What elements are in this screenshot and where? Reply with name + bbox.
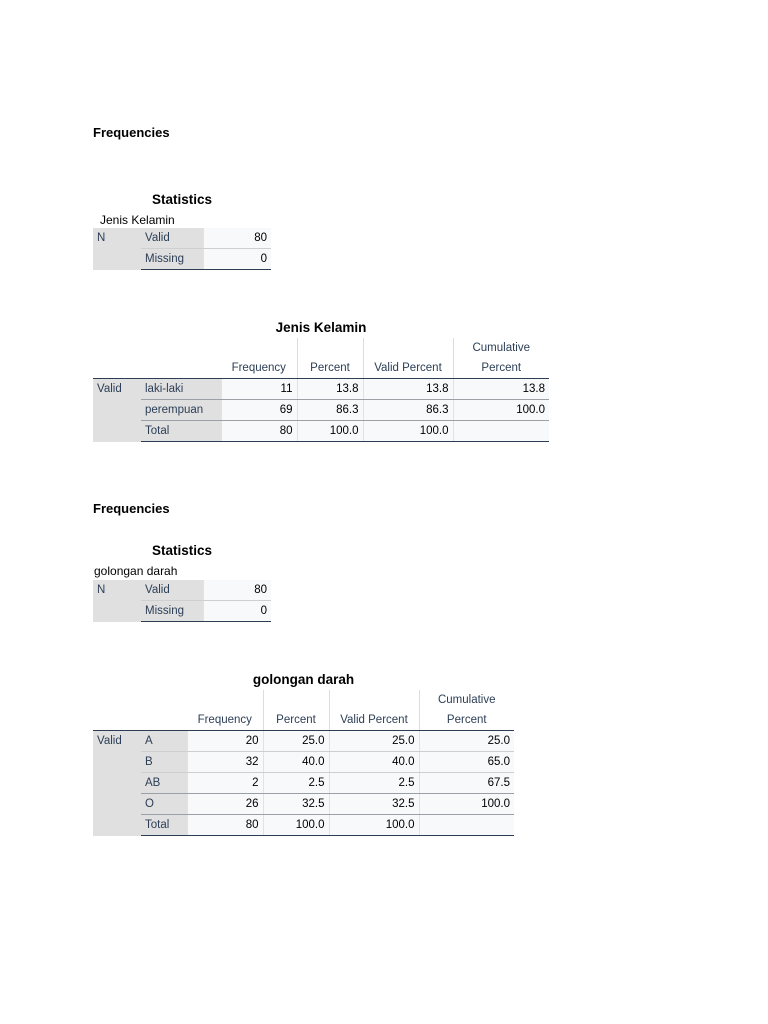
row-label: B (141, 752, 187, 773)
cell-valid-percent: 13.8 (363, 379, 453, 400)
row-group-label: Valid (93, 731, 141, 836)
cell-valid-percent: 40.0 (329, 752, 419, 773)
row-group-label: Valid (93, 379, 141, 442)
row-label: A (141, 731, 187, 752)
statistics-subtitle-1: Jenis Kelamin (100, 213, 175, 227)
cell-percent: 100.0 (297, 421, 363, 442)
frequency-table-2 (93, 690, 514, 836)
cell-valid-percent: 100.0 (363, 421, 453, 442)
row-label: Total (141, 421, 221, 442)
section-heading-frequencies-2: Frequencies (93, 501, 170, 516)
cell-frequency: 80 (187, 815, 263, 836)
cell-valid-percent: 2.5 (329, 773, 419, 794)
cell-frequency: 26 (187, 794, 263, 815)
cell-percent: 25.0 (263, 731, 329, 752)
stat-row-label: Valid (141, 580, 203, 601)
cell-cumulative-percent: 67.5 (419, 773, 514, 794)
cell-cumulative-percent: 100.0 (419, 794, 514, 815)
cell-cumulative-percent (453, 421, 549, 442)
stat-row-label: Missing (141, 601, 203, 622)
cell-frequency: 69 (221, 400, 297, 421)
cell-cumulative-percent: 25.0 (419, 731, 514, 752)
cell-cumulative-percent: 65.0 (419, 752, 514, 773)
cell-cumulative-percent: 100.0 (453, 400, 549, 421)
col-header-frequency: Frequency (187, 690, 263, 731)
col-header-frequency: Frequency (221, 338, 297, 379)
statistics-table-2 (93, 580, 271, 622)
stat-row-value: 80 (203, 228, 271, 249)
cell-percent: 2.5 (263, 773, 329, 794)
row-label: AB (141, 773, 187, 794)
row-label: laki-laki (141, 379, 221, 400)
statistics-table-1 (93, 228, 271, 270)
cell-frequency: 20 (187, 731, 263, 752)
col-header-cumulative: Cumulative (419, 690, 514, 710)
col-header-valid-percent: Valid Percent (329, 690, 419, 731)
stat-group-label: N (93, 580, 141, 622)
col-header-cumulative-percent: Percent (419, 710, 514, 731)
col-header-cumulative-percent: Percent (453, 358, 549, 379)
cell-valid-percent: 32.5 (329, 794, 419, 815)
statistics-title-1: Statistics (151, 192, 213, 207)
frequency-table-title-2: golongan darah (252, 672, 355, 687)
col-header-percent: Percent (263, 690, 329, 731)
cell-cumulative-percent: 13.8 (453, 379, 549, 400)
row-label: O (141, 794, 187, 815)
stat-row-value: 0 (203, 601, 271, 622)
frequency-table-1 (93, 338, 549, 442)
cell-valid-percent: 86.3 (363, 400, 453, 421)
col-header-percent: Percent (297, 338, 363, 379)
cell-percent: 32.5 (263, 794, 329, 815)
table-corner (93, 338, 221, 379)
cell-frequency: 11 (221, 379, 297, 400)
table-corner (93, 690, 187, 731)
col-header-valid-percent: Valid Percent (363, 338, 453, 379)
stat-row-label: Valid (141, 228, 203, 249)
statistics-subtitle-2: golongan darah (94, 564, 178, 578)
cell-frequency: 32 (187, 752, 263, 773)
stat-row-value: 0 (203, 249, 271, 270)
cell-cumulative-percent (419, 815, 514, 836)
cell-percent: 13.8 (297, 379, 363, 400)
statistics-title-2: Statistics (151, 543, 213, 558)
row-label: Total (141, 815, 187, 836)
cell-valid-percent: 25.0 (329, 731, 419, 752)
stat-row-label: Missing (141, 249, 203, 270)
cell-frequency: 2 (187, 773, 263, 794)
stat-group-label: N (93, 228, 141, 270)
cell-valid-percent: 100.0 (329, 815, 419, 836)
cell-percent: 100.0 (263, 815, 329, 836)
cell-frequency: 80 (221, 421, 297, 442)
cell-percent: 40.0 (263, 752, 329, 773)
col-header-cumulative: Cumulative (453, 338, 549, 358)
cell-percent: 86.3 (297, 400, 363, 421)
row-label: perempuan (141, 400, 221, 421)
section-heading-frequencies-1: Frequencies (93, 125, 170, 140)
frequency-table-title-1: Jenis Kelamin (275, 320, 367, 335)
stat-row-value: 80 (203, 580, 271, 601)
